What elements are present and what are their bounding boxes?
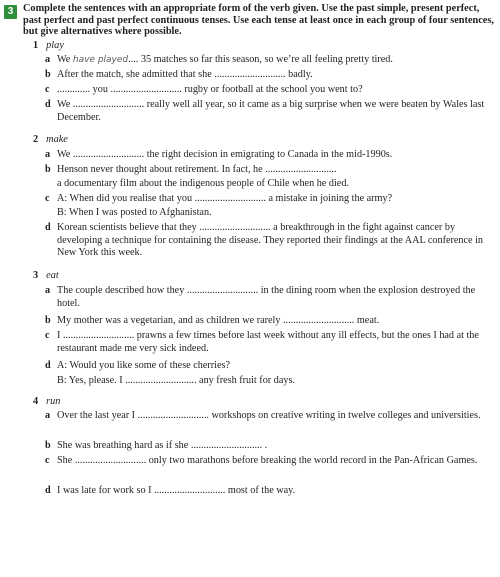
sentence-2a	[45, 149, 490, 162]
sentence-2d	[45, 222, 490, 260]
sentence-2b	[45, 164, 490, 177]
sentence-1a	[45, 54, 490, 67]
item-letter: d	[45, 485, 51, 496]
section-verb: make	[46, 134, 68, 145]
sentence-1b	[45, 69, 490, 82]
item-letter: c	[45, 193, 50, 204]
item-letter: a	[45, 149, 51, 160]
item-letter: a	[45, 410, 51, 421]
sentence-text: We ............................ really well all year, so it came as a big surprise when we were beaten by Wales last December.	[57, 99, 485, 123]
sentence-text: I ............................ prawns a few times before last week without any ill effects, but the ones I had at the restaurant made me very sick indeed.	[57, 330, 479, 354]
sentence-3d	[45, 360, 490, 373]
sentence-4b	[45, 440, 490, 453]
sentence-text: Henson never thought about retirement. In fact, he ............................	[57, 164, 337, 175]
sentence-text: We ............................ the right decision in emigrating to Canada in the mid-1990s.	[57, 149, 393, 160]
sentence-text: Korean scientists believe that they ............................ a breakthrough in the fight against cancer by developing a technique for containing the disease. They reported their findings at the AAL conference in New York this week.	[57, 222, 484, 259]
item-letter: b	[45, 315, 51, 326]
sentence-2c	[45, 193, 490, 206]
sentence-text: ............. you ............................ rugby or football at the school you went to?	[57, 84, 363, 95]
sentence-text: The couple described how they ............................ in the dining room when the explosion destroyed the hotel.	[57, 285, 476, 309]
sentence-2c-reply: B: When I was posted to Afghanistan.	[57, 207, 212, 218]
sentence-text: We	[57, 54, 73, 65]
section-verb: run	[46, 396, 61, 407]
item-letter: b	[45, 69, 51, 80]
sentence-4d	[45, 485, 490, 498]
item-letter: a	[45, 54, 51, 65]
sentence-3d-reply: B: Yes, please. I ............................ any fresh fruit for days.	[57, 375, 295, 386]
sentence-text: After the match, she admitted that she ............................ badly.	[57, 69, 313, 80]
section-number: 1	[33, 40, 39, 51]
exercise-number-badge: 3	[4, 5, 17, 19]
sentence-3c	[45, 330, 490, 355]
sentence-1c	[45, 84, 490, 97]
section-1-heading	[33, 40, 64, 52]
item-letter: b	[45, 440, 51, 451]
sentence-text: She ............................ only two marathons before breaking the world record in the Pan-African Games.	[57, 455, 478, 466]
section-verb: eat	[46, 270, 59, 281]
section-number: 2	[33, 134, 39, 145]
section-verb: play	[46, 40, 64, 51]
item-letter: c	[45, 330, 50, 341]
item-letter: d	[45, 222, 51, 233]
sentence-text: A: When did you realise that you ............................ a mistake in joining the army?	[57, 193, 393, 204]
example-answer: have played	[72, 55, 129, 65]
section-4-heading	[33, 396, 60, 408]
sentence-2b-continued: a documentary film about the indigenous people of Chile when he died.	[57, 178, 349, 189]
item-letter: b	[45, 164, 51, 175]
exercise-instructions: Complete the sentences with an appropriate form of the verb given. Use the past simple, present perfect, past perfect and past perfect continuous tenses. Use each tense at least once in each group of four sentences, but give alternatives where possible.	[23, 3, 494, 38]
sentence-text: .... 35 matches so far this season, so we’re all feeling pretty tired.	[128, 54, 393, 65]
sentence-text: A: Would you like some of these cherries?	[57, 360, 230, 371]
sentence-text: She was breathing hard as if she ............................ .	[57, 440, 268, 451]
section-2-heading	[33, 134, 68, 146]
sentence-3b	[45, 315, 490, 328]
sentence-text: My mother was a vegetarian, and as children we rarely ............................ meat.	[57, 315, 380, 326]
section-3-heading	[33, 270, 59, 282]
item-letter: d	[45, 360, 51, 371]
item-letter: d	[45, 99, 51, 110]
section-number: 3	[33, 270, 39, 281]
sentence-4c	[45, 455, 490, 468]
sentence-text: Over the last year I ............................ workshops on creative writing in twelve colleges and universities.	[57, 410, 481, 421]
item-letter: c	[45, 455, 50, 466]
sentence-1d	[45, 99, 490, 124]
sentence-text: I was late for work so I ............................ most of the way.	[57, 485, 296, 496]
sentence-3a	[45, 285, 490, 310]
item-letter: a	[45, 285, 51, 296]
item-letter: c	[45, 84, 50, 95]
section-number: 4	[33, 396, 39, 407]
sentence-4a	[45, 410, 490, 423]
